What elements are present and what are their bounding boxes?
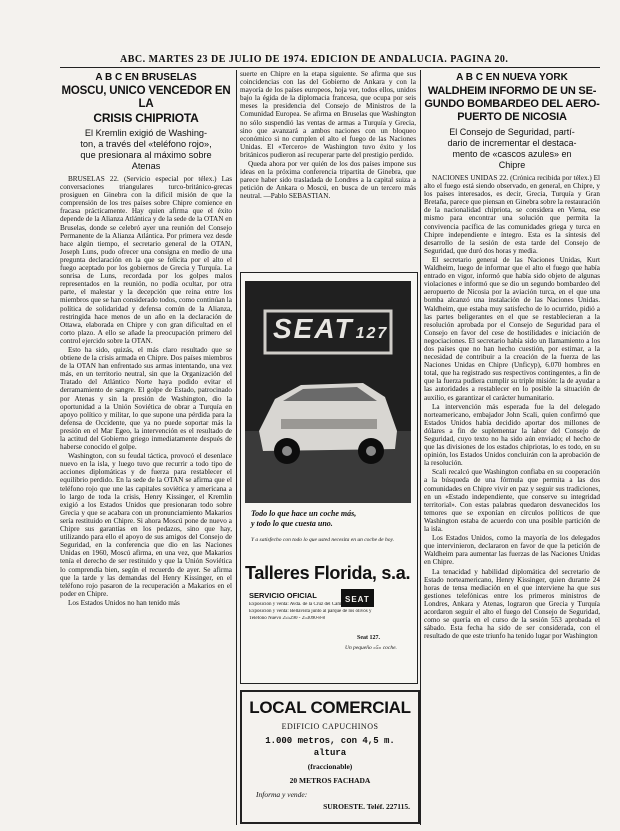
subhead-bruselas-2: ton, a través del «teléfono rojo», bbox=[80, 139, 212, 149]
service-title: SERVICIO OFICIAL bbox=[249, 591, 317, 600]
car-tagline-1: Todo lo que hace un coche más, bbox=[251, 509, 357, 518]
ad-local-line-2: 1.000 metros, con 4,5 m. bbox=[265, 736, 395, 746]
seat-car-ad bbox=[240, 272, 418, 684]
service-logo-text: SEAT bbox=[345, 595, 370, 604]
paragraph: BRUSELAS 22. (Servicio especial por télex.) Las conversaciones triangulares turco-británico-grecas prosiguen en Ginebra con la difícil misión de que la comprensión de los tres países sobre Chipre comience en fracasa prácticamente. Hay quien afirma que el éxito depende de la Alianza Atlántica y de la sede de la OTAN en Bruselas, donde se celebró ayer una reunión del Consejo Permanente de la Alianza Atlántica. Por primera vez desde hace algún tiempo, el secretario general de la OTAN, Joseph Luns, pudo ofrecer una consigna en medio de una pregunta declaración en la que se felicita por el alto el fuego aceptado por los gobiernos de Grecia y Turquía. La sonrisa de Luns, recordada por los golpes malos representados en la reunión, no podía ocultar, por otra parte, el malestar y la decepción que reina entre los miembros que se han considerado todos, como continúan la política de solidaridad y defensa común de la Alianza, restringida hace menos de un año en la declaración de Ottawa, elaborada en Chipre y con gran dificultad en el corto plazo. A ello se añade la preocupación primero del control ejercido sobre la OTAN. bbox=[60, 175, 232, 345]
paragraph: Washington, con su feudal táctica, provocó el desenlace nuevo en la isla, y luego tuvo que recurrir a todo tipo de acciones diplomáticas y de fuerza para restablecer el equilibrio perdido. En la sede de la OTAN se afirma que el teléfono rojo que une las capitales soviética y americana a lo largo de toda la crisis, Henry Kissinger, el Kremlin exigió a los Estados Unidos que presionaran todo sobre Grecia y que se acabara con un pronunciamiento Makarios sería restituido en Chipre. Si ahora Moscú pone de nuevo a Chipre sus garantías en los pedazos, sino que hay, utilizando para ello el apoyo de sus amigos del Consejo de Seguridad, en la conferencia que dio en las Naciones Unidas en 1960, Moscú afirma, en una vez, que Makarios tenía el derecho de ser restituido y que la Unión Soviética lo comprendía bien, según el recuerdo de ayer. Se afirma que la tarde y las demandas del Henry Kissinger, en el teléfono rojo pasaron de la recuperación a Makarios en el poder en Chipre. bbox=[60, 452, 232, 598]
headline-bruselas-2: CRISIS CHIPRIOTA bbox=[93, 111, 199, 125]
paragraph: La intervención más esperada fue la del delegado norteamericano, embajador John Scali, quien confirmó que Estados Unidos había decidido aportar dos millones de dólares a fin de suplementar la labor del Consejo de Seguridad, cuyo texto no ha sido aún enviado; el hecho de que las divisiones de los estados chipriotas, lo es todo, en su opinión, los Estados Unidos concluirán con la aprobación de la resolución. bbox=[424, 402, 600, 468]
local-comercial-ad bbox=[240, 690, 420, 824]
subhead-bruselas-4: Atenas bbox=[131, 161, 161, 171]
body-bruselas bbox=[60, 175, 232, 607]
column-rule-right bbox=[420, 70, 421, 825]
car-fine-print: Y a satisfecho con todo lo que usted necesita en un coche de hoy. bbox=[251, 537, 394, 543]
service-line-1: Exposición y venta: Avda. de la Cruz del Campo, s/n bbox=[249, 602, 355, 607]
subhead-ny-4: Chipre bbox=[498, 160, 526, 170]
header-rule bbox=[60, 67, 600, 68]
paragraph: NACIONES UNIDAS 22. (Crónica recibida por télex.) El alto el fuego está siendo observado, en general, en Chipre, y los países interesados, es decir, Grecia, Turquía y Gran Bretaña, parece que piensan en Ginebra sobre la restauración de la nacionalidad chipriota, se considera en Viena, ese mismo para encontrar una solución que permita la convivencia pacífica de las comunidades griega y turca en Chipre independiente e íntegro. Esta es la síntesis del desarrollo de la sesión de esta tarde del Consejo de Seguridad, que duró dos horas y media. bbox=[424, 174, 600, 255]
kicker-bruselas: A B C EN BRUSELAS bbox=[95, 72, 197, 83]
service-line-2: Exposición y venta: Bellavista junto al parque de los olivos y bbox=[249, 609, 372, 614]
paragraph: Queda ahora por ver quién de los dos países impone sus ideas en la próxima conferencia tripartita de Ginebra, que parece haber sido trasladada de Londres a la capital suiza a petición de Ankara o Moscú, en busca de un tercero más neutral. —Pablo SEBASTIAN. bbox=[240, 160, 416, 201]
subhead-ny-3: mento de «cascos azules» en bbox=[452, 149, 572, 159]
body-bruselas-cont bbox=[240, 70, 416, 201]
ad-local-line-1: EDIFICIO CAPUCHINOS bbox=[281, 722, 379, 731]
paragraph: La tenacidad y habilidad diplomática del secretario de Estado norteamericano, Henry Kissinger, quien durante 24 horas de tensa mediación en el que interviene ha que sus gestiones telefónicas entre los primeros ministros de Londres, Ankara y Atenas, lograron que Grecia y Turquía acordaron seguir el alto el fuego del Consejo de Seguridad, como se quería en el curso de la sesión 553 aprobada el sábado. Esta fecha ha sido de ser considerada, con el resultado de que este triunfo ha tenido lugar por Washington bbox=[424, 567, 600, 641]
ad-local-line-6: Informa y vende: bbox=[256, 790, 308, 799]
paragraph: Esto ha sido, quizás, el más claro resultado que se obtiene de la crisis armada en Chipre. Dos países miembros de la OTAN han enfrentado sus armas intentando, una vez más, en un territorio neutral, sin que la Organización del Tratado del Atlántico Norte haya podido evitar el derramamiento de sangre. El golpe de Estado, patrocinado por Atenas y sin la presión de Washington, dio la oportunidad a la Unión Soviética de obrar a Turquía en apoyo político y militar, lo que supone una pérdida para la defensa de Occidente, que ya no puede soportar más la presión en el Mar Egeo, la intervención es el resultado de la actitud del Gobierno griego inmediatamente después de haberse conocido el golpe. bbox=[60, 345, 232, 452]
subhead-ny-2: dario de incrementar el destaca- bbox=[447, 138, 577, 148]
headline-ny-2: GUNDO BOMBARDEO DEL AERO- bbox=[424, 98, 600, 110]
headline-ny-1: WALDHEIM INFORMO DE UN SE- bbox=[427, 85, 597, 97]
car-photo bbox=[245, 281, 411, 503]
page-header: ABC. MARTES 23 DE JULIO DE 1974. EDICION DE ANDALUCIA. PAGINA 20. bbox=[120, 54, 509, 65]
ad-local-line-3: altura bbox=[313, 748, 347, 758]
subhead-bruselas-1: El Kremlin exigió de Washing- bbox=[84, 128, 208, 138]
subhead-ny-1: El Consejo de Seguridad, partí- bbox=[449, 127, 575, 137]
ad-local-title: LOCAL COMERCIAL bbox=[249, 698, 411, 717]
car-tagline-2: y todo lo que cuesta uno. bbox=[251, 519, 333, 528]
subhead-bruselas-3: que presionara al máximo sobre bbox=[80, 150, 212, 160]
headline-bruselas-1: MOSCU, UNICO VENCEDOR EN LA bbox=[61, 85, 231, 110]
article-bruselas bbox=[60, 70, 232, 825]
ad-local-line-7: SUROESTE. Teléf. 227115. bbox=[323, 802, 410, 811]
service-line-3: Teléfono Nuevo 255290 - 253090-8-8 bbox=[249, 616, 326, 621]
kicker-nueva-york: A B C EN NUEVA YORK bbox=[456, 72, 568, 83]
paragraph: Scali recalcó que Washington confiaba en su cooperación a la búsqueda de una fórmula que permita a las dos comunidades en Chipre vivir en paz y seguir sus tradiciones, en un «Estado independiente, que conserve su integridad territorial». Con estas palabras quedaron desvanecidos los temores que se exponían en círculos políticos de que Washington estaba de acuerdo con una posible partición de la isla. bbox=[424, 468, 600, 534]
seat-badge-number: 127 bbox=[355, 325, 389, 342]
paragraph: Los Estados Unidos no han tenido más bbox=[68, 598, 180, 607]
column-rule-left bbox=[236, 70, 237, 825]
model-label: Seat 127. bbox=[357, 635, 380, 641]
ad-local-line-5: 20 METROS FACHADA bbox=[289, 776, 371, 785]
paragraph: suerte en Chipre en la etapa siguiente. Se afirma que sus coincidencias con las del Gobierno de Ankara y con la mayoría de los países europeos, hoja ver, todos ellos, unidos bajo la égida de la diplomacia francesa, que ocupa por seis meses la presidencia del Consejo de Ministros de la Comunidad Europea. Se afirma en Bruselas que Washington no sólo suspendió las ventas de armas a Turquía y Grecia, sino que avanzará a ambos naciones con un bloqueo económico si no cumplen el alto el fuego de las Naciones Unidas. El «Tercero» de Washington tuvo éxito y los británicos pudieron así recuperar parte del prestigio perdido. bbox=[240, 70, 416, 159]
model-line: Un pequeño «5» coche. bbox=[345, 645, 397, 651]
headline-ny-3: PUERTO DE NICOSIA bbox=[457, 111, 567, 123]
paragraph: El secretario general de las Naciones Unidas, Kurt Waldheim, luego de informar que el alto el fuego que había entrado en vigor, informó que había sido objeto de algunas violaciones e informó que se dio un segundo bombardeo del aeropuerto de Nicosia por la aviación turca, en el que una bomba alcanzó una instalación de las Naciones Unidas. Waldheim, que estaba muy satisfecho de lo ocurrido, pidió a las partes beligerantes en el que se restablecieran a la resolución aprobada por el Consejo de Seguridad para el Consejo en favor del cese de hostilidades e iniciación de negociaciones. El secretario había sido un llamamiento a los dos países que no han hecho cuestión, por estimar, a la necesidad de contribuir a la creación de la fuerza de las Naciones Unidas en Chipre (Unficyp), 6.070 hombres en total, que ha registrado sus respectivos contingentes, a fin de que la fuerza pudiera cumplir su triple misión: la de ayudar a las autoridades a restablecer en lo posible la situación de auxilio, es garantizar el carácter humanitario. bbox=[424, 255, 600, 402]
seat-badge-text bbox=[273, 313, 388, 345]
article-nueva-york bbox=[424, 70, 600, 825]
dealer-name: Talleres Florida, s.a. bbox=[245, 563, 411, 583]
paragraph: Los Estados Unidos, como la mayoría de los delegados que intervinieron, declararon en favor de que la petición de Waldheim para aumentar las fuerzas de las Naciones Unidas en Chipre. bbox=[424, 534, 600, 567]
ad-local-line-4: (fraccionable) bbox=[307, 762, 353, 771]
seat-badge: SEAT bbox=[273, 313, 354, 344]
body-nueva-york bbox=[424, 174, 600, 640]
article-bruselas-continued bbox=[240, 70, 416, 270]
